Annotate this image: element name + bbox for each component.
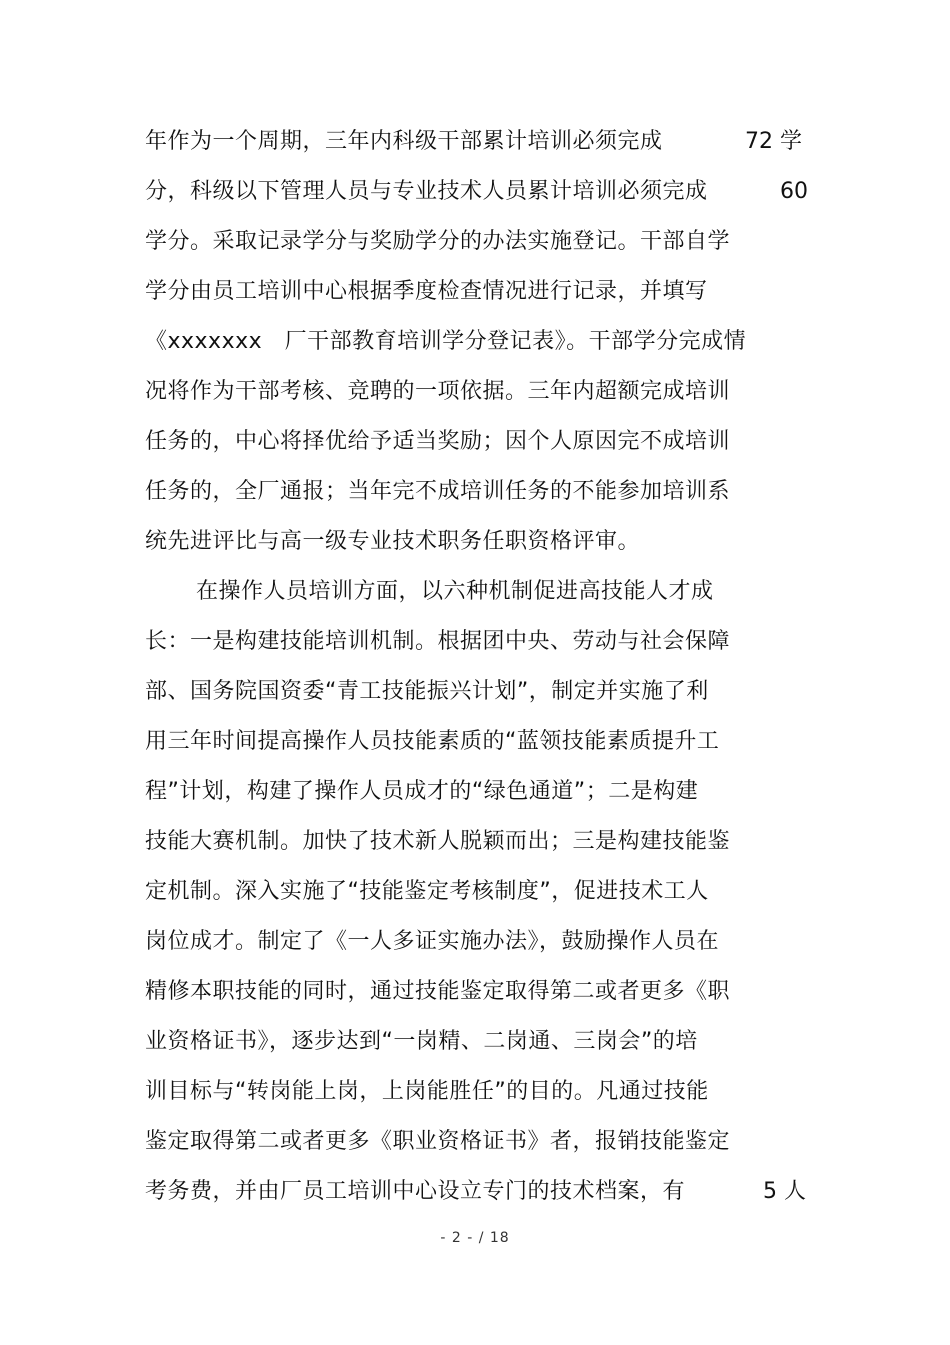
text-line-4: 学分由员工培训中心根据季度检查情况进行记录，并填写 — [145, 279, 708, 304]
text-line-2: 分，科级以下管理人员与专业技术人员累计培训必须完成 — [145, 179, 708, 204]
text-token-60: 60 — [780, 179, 808, 204]
text-line-7: 任务的，中心将择优给予适当奖励；因个人原因完不成培训 — [145, 429, 731, 454]
page-number-footer: - 2 - / 18 — [440, 1230, 510, 1246]
text-line-21: 鉴定取得第二或者更多《职业资格证书》者，报销技能鉴定 — [145, 1129, 731, 1154]
text-line-16: 定机制。深入实施了“技能鉴定考核制度”，促进技术工人 — [145, 879, 709, 904]
text-line-20: 训目标与“转岗能上岗，上岗能胜任”的目的。凡通过技能 — [145, 1079, 709, 1104]
text-line-8: 任务的，全厂通报；当年完不成培训任务的不能参加培训系 — [145, 479, 731, 504]
text-line-14: 程”计划，构建了操作人员成才的“绿色通道”；二是构建 — [145, 779, 699, 804]
text-token-72-credits: 72 学 — [745, 129, 802, 154]
text-line-5: 《xxxxxxx 厂干部教育培训学分登记表》。干部学分完成情 — [145, 329, 747, 354]
text-line-11: 长：一是构建技能培训机制。根据团中央、劳动与社会保障 — [145, 629, 731, 654]
paragraph-start-line: 在操作人员培训方面，以六种机制促进高技能人才成 — [196, 579, 714, 604]
text-line-18: 精修本职技能的同时，通过技能鉴定取得第二或者更多《职 — [145, 979, 731, 1004]
text-line-22: 考务费，并由厂员工培训中心设立专门的技术档案，有 — [145, 1179, 686, 1204]
text-line-9: 统先进评比与高一级专业技术职务任职资格评审。 — [145, 529, 641, 554]
text-line-6: 况将作为干部考核、竞聘的一项依据。三年内超额完成培训 — [145, 379, 731, 404]
text-line-12: 部、国务院国资委“青工技能振兴计划”，制定并实施了利 — [145, 679, 709, 704]
text-token-5-people: 5 人 — [763, 1179, 806, 1204]
text-line-1: 年作为一个周期，三年内科级干部累计培训必须完成 — [145, 129, 663, 154]
text-line-3: 学分。采取记录学分与奖励学分的办法实施登记。干部自学 — [145, 229, 731, 254]
text-line-15: 技能大赛机制。加快了技术新人脱颖而出；三是构建技能鉴 — [145, 829, 731, 854]
text-line-13: 用三年时间提高操作人员技能素质的“蓝领技能素质提升工 — [145, 729, 720, 754]
text-line-17: 岗位成才。制定了《一人多证实施办法》，鼓励操作人员在 — [145, 929, 720, 954]
text-line-19: 业资格证书》，逐步达到“一岗精、二岗通、三岗会”的培 — [145, 1029, 698, 1054]
